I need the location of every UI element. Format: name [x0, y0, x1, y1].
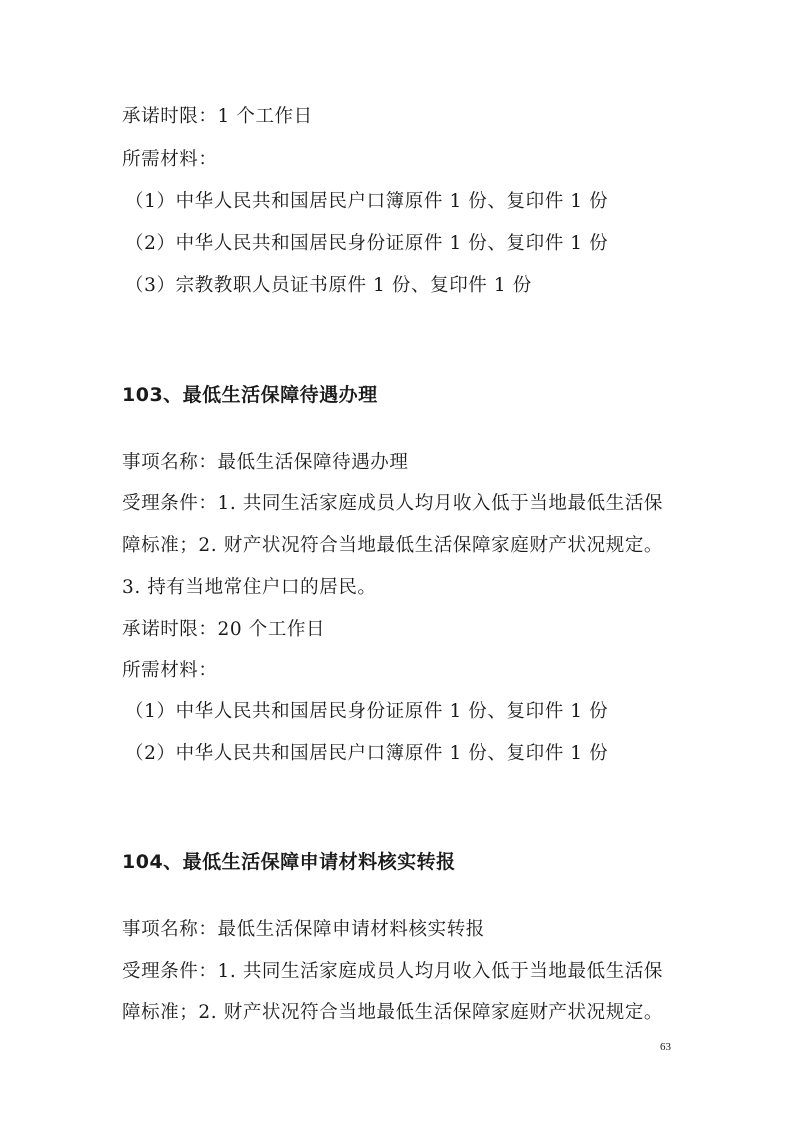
page-number: 63: [660, 1041, 671, 1053]
section-103-conditions-line: 3. 持有当地常住户口的居民。: [122, 577, 377, 598]
section-102-time-limit: 承诺时限：1 个工作日: [122, 106, 313, 127]
section-102-materials-label: 所需材料：: [122, 149, 218, 170]
section-104-conditions-line: 障标准；2. 财产状况符合当地最低生活保障家庭财产状况规定。: [122, 1002, 664, 1023]
section-104-conditions-line: 受理条件：1. 共同生活家庭成员人均月收入低于当地最低生活保: [122, 961, 664, 982]
section-103-materials-label: 所需材料：: [122, 660, 218, 681]
section-102-material-item: （1）中华人民共和国居民户口簿原件 1 份、复印件 1 份: [125, 191, 609, 212]
section-103-heading: 103、最低生活保障待遇办理: [122, 384, 378, 406]
section-104-item-name: 事项名称：最低生活保障申请材料核实转报: [122, 919, 485, 940]
section-104-heading: 104、最低生活保障申请材料核实转报: [122, 851, 456, 873]
section-102-material-item: （2）中华人民共和国居民身份证原件 1 份、复印件 1 份: [125, 233, 609, 254]
section-103-conditions-line: 障标准；2. 财产状况符合当地最低生活保障家庭财产状况规定。: [122, 535, 664, 556]
section-103-material-item: （2）中华人民共和国居民户口簿原件 1 份、复印件 1 份: [125, 743, 609, 764]
section-102-material-item: （3）宗教教职人员证书原件 1 份、复印件 1 份: [125, 275, 532, 296]
section-103-conditions-line: 受理条件：1. 共同生活家庭成员人均月收入低于当地最低生活保: [122, 493, 664, 514]
section-103-item-name: 事项名称：最低生活保障待遇办理: [122, 452, 409, 473]
section-103-time-limit: 承诺时限：20 个工作日: [122, 619, 326, 640]
section-103-material-item: （1）中华人民共和国居民身份证原件 1 份、复印件 1 份: [125, 701, 609, 722]
